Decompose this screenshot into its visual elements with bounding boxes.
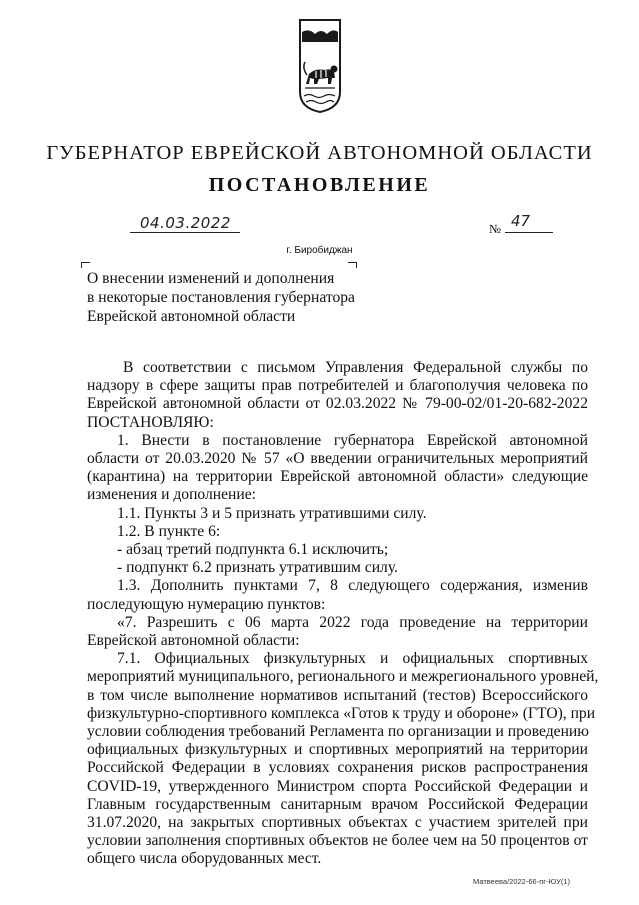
body-text-line: последующую нумерацию пунктов: — [87, 595, 326, 613]
body-text-line: официальных физкультурных и спортивных мероприятий на территории — [87, 741, 588, 759]
body-text-line: общего числа оборудованных мест. — [87, 850, 322, 868]
body-text-line: Российской Федерации в условиях сохранения рисков распространения — [87, 759, 588, 777]
body-text-line: Главным государственным санитарным врачом Российской Федерации — [87, 795, 588, 813]
body-text-line: «7. Разрешить с 06 марта 2022 года проведение на территории — [117, 613, 588, 631]
body-text-line: мероприятий муниципального, регионального и межрегионального уровней, — [87, 668, 599, 686]
handwritten-date: 04.03.2022 — [140, 214, 231, 232]
body-text-line: 1. Внести в постановление губернатора Еврейской автономной — [117, 431, 588, 449]
coat-of-arms-tiger-icon — [297, 18, 343, 114]
body-text-line: условии соблюдения требований Регламента по организации и проведению — [87, 723, 589, 741]
body-text-line: области от 20.03.2020 № 57 «О введении ограничительных мероприятий — [87, 450, 588, 468]
body-text-line: 7.1. Официальных физкультурных и официальных спортивных — [117, 650, 588, 668]
body-text-line: физкультурно-спортивного комплекса «Готов к труду и обороне» (ГТО), при — [87, 704, 596, 722]
body-text-line: COVID-19, утвержденного Министром спорта Российской Федерации и — [87, 777, 588, 795]
issuing-city: г. Биробиджан — [286, 245, 353, 256]
body-text-line: Еврейской автономной области от 02.03.2022 № 79-00-02/01-20-682-2022 — [87, 395, 588, 413]
body-text-line: надзору в сфере защиты прав потребителей и благополучия человека по — [87, 377, 588, 395]
document-body — [87, 359, 599, 869]
subject-line: Еврейской автономной области — [87, 308, 296, 325]
body-text-line: 31.07.2020, на закрытых спортивных объектах с участием зрителей при — [87, 814, 588, 832]
body-text-line: 1.2. В пункте 6: — [117, 522, 221, 540]
body-text-line: (карантина) на территории Еврейской автономной области» следующие — [87, 468, 588, 486]
subject-left-corner-mark — [81, 262, 90, 268]
subject-line: в некоторые постановления губернатора — [87, 289, 355, 306]
issuing-authority: ГУБЕРНАТОР ЕВРЕЙСКОЙ АВТОНОМНОЙ ОБЛАСТИ — [46, 142, 593, 164]
body-text-line: 1.3. Дополнить пунктами 7, 8 следующего содержания, изменив — [117, 577, 588, 595]
body-text-line: 1.1. Пункты 3 и 5 признать утратившими силу. — [117, 504, 427, 522]
document-type-title: ПОСТАНОВЛЕНИЕ — [208, 174, 431, 196]
body-text-line: - абзац третий подпункта 6.1 исключить; — [117, 541, 389, 559]
body-text-line: в том числе выполнение нормативов испытаний (тестов) Всероссийского — [87, 686, 588, 704]
document-subject — [87, 269, 387, 326]
body-text-line: Еврейской автономной области: — [87, 632, 300, 650]
body-text-line: - подпункт 6.2 признать утратившим силу. — [117, 559, 398, 577]
handwritten-number: 47 — [511, 212, 531, 230]
subject-line: О внесении изменений и дополнения — [87, 270, 335, 287]
body-text-line: В соответствии с письмом Управления Федеральной службы по — [123, 359, 588, 376]
document-footer-code: Матвеева/2022-66-пг-ЮУ(1) — [473, 877, 570, 886]
number-underline — [505, 232, 553, 233]
subject-right-corner-mark — [348, 262, 357, 268]
body-text-line: условии заполнения спортивных объектов не более чем на 50 процентов от — [87, 832, 588, 850]
body-text-line: ПОСТАНОВЛЯЮ: — [87, 413, 214, 431]
body-text-line: изменения и дополнение: — [87, 486, 257, 504]
number-label: № — [489, 222, 501, 236]
date-underline — [130, 232, 240, 233]
